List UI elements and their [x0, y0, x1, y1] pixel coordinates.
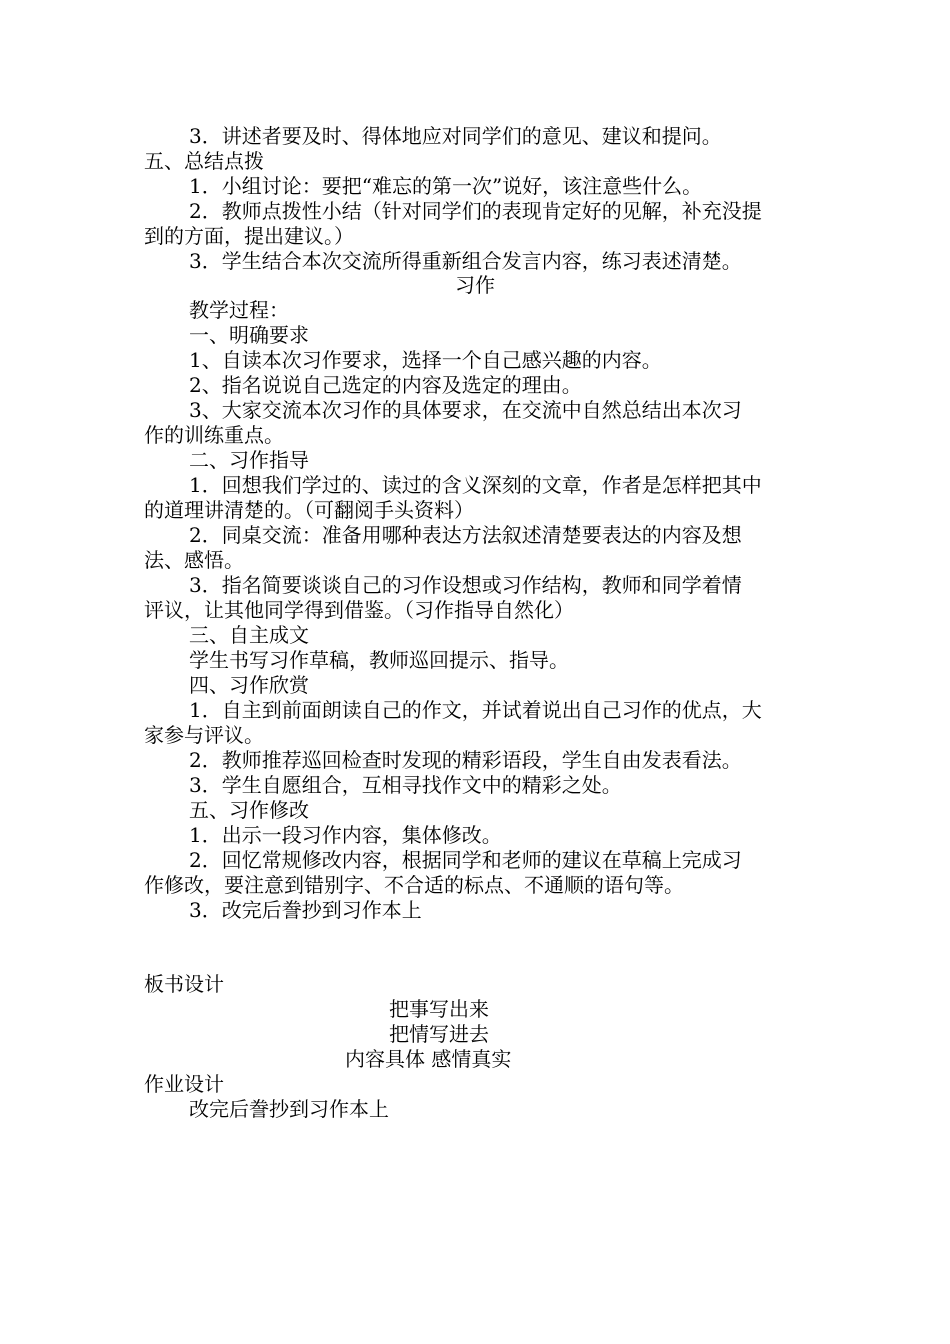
text-line: 评议，让其他同学得到借鉴。（习作指导自然化） [144, 598, 574, 622]
text-line: 1．自主到前面朗读自己的作文，并试着说出自己习作的优点，大 [189, 698, 762, 722]
text-line: 3．学生结合本次交流所得重新组合发言内容，练习表述清楚。 [189, 249, 742, 273]
section-heading: 三、自主成文 [189, 623, 309, 647]
text-line: 2．教师点拨性小结（针对同学们的表现肯定好的见解，补充没提 [189, 199, 762, 223]
board-line: 把事写出来 [389, 997, 489, 1021]
text-line: 1．出示一段习作内容，集体修改。 [189, 823, 502, 847]
text-line: 3、大家交流本次习作的具体要求，在交流中自然总结出本次习 [189, 398, 742, 422]
section-heading: 教学过程： [189, 298, 289, 322]
text-line: 作的训练重点。 [144, 423, 284, 447]
text-line: 3．学生自愿组合，互相寻找作文中的精彩之处。 [189, 773, 622, 797]
text-line: 法、感悟。 [144, 548, 244, 572]
text-line: 改完后誊抄到习作本上 [189, 1097, 389, 1121]
text-line: 2、指名说说自己选定的内容及选定的理由。 [189, 373, 582, 397]
text-line: 3．讲述者要及时、得体地应对同学们的意见、建议和提问。 [189, 124, 722, 148]
section-heading: 二、习作指导 [189, 448, 309, 472]
text-line: 3．指名简要谈谈自己的习作设想或习作结构，教师和同学着情 [189, 573, 742, 597]
text-line: 3．改完后誊抄到习作本上 [189, 898, 422, 922]
board-line: 内容具体 感情真实 [345, 1047, 512, 1071]
text-line: 1．回想我们学过的、读过的含义深刻的文章，作者是怎样把其中 [189, 473, 762, 497]
section-heading: 一、明确要求 [189, 323, 309, 347]
text-line: 学生书写习作草稿，教师巡回提示、指导。 [189, 648, 569, 672]
section-heading: 板书设计 [144, 972, 224, 996]
text-line: 1．小组讨论：要把“难忘的第一次”说好，该注意些什么。 [189, 174, 703, 198]
section-heading: 五、习作修改 [189, 798, 309, 822]
section-heading: 四、习作欣赏 [189, 673, 309, 697]
text-line: 1、自读本次习作要求，选择一个自己感兴趣的内容。 [189, 348, 662, 372]
section-heading: 五、总结点拨 [144, 149, 264, 173]
text-line: 2．回忆常规修改内容，根据同学和老师的建议在草稿上完成习 [189, 848, 742, 872]
text-line: 的道理讲清楚的。（可翻阅手头资料） [144, 498, 474, 522]
section-title: 习作 [455, 273, 495, 297]
board-line: 把情写进去 [389, 1022, 489, 1046]
section-heading: 作业设计 [144, 1072, 224, 1096]
text-line: 2．同桌交流：准备用哪种表达方法叙述清楚要表达的内容及想 [189, 523, 742, 547]
text-line: 2．教师推荐巡回检查时发现的精彩语段，学生自由发表看法。 [189, 748, 742, 772]
text-line: 作修改，要注意到错别字、不合适的标点、不通顺的语句等。 [144, 873, 684, 897]
text-line: 到的方面，提出建议。） [144, 224, 354, 248]
text-line: 家参与评议。 [144, 723, 264, 747]
